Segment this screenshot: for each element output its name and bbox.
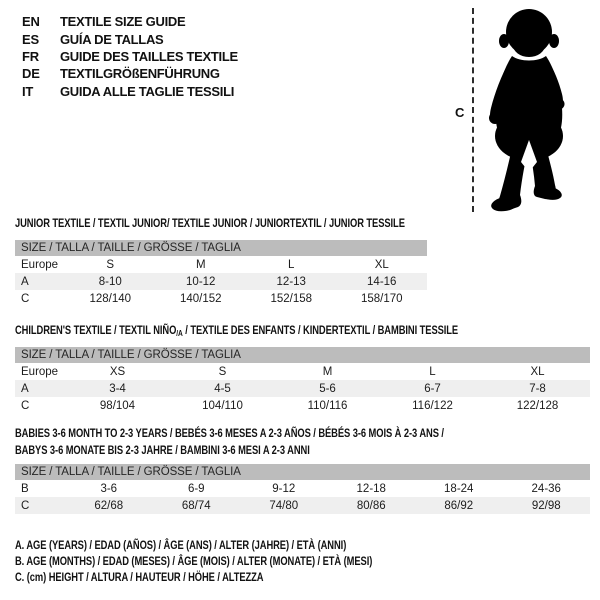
language-list <box>22 13 238 100</box>
children-size-table <box>15 347 590 414</box>
table-cell: 110/116 <box>307 399 348 412</box>
section-title-text: JUNIOR TEXTILE / TEXTIL JUNIOR/ TEXTILE JUNIOR / JUNIORTEXTIL / JUNIOR TESSILE <box>15 216 405 230</box>
language-row-es <box>22 30 238 47</box>
row-label: Europe <box>21 365 59 378</box>
table-cell: L <box>288 258 295 271</box>
language-row-en <box>22 13 238 30</box>
table-cell: 14-16 <box>337 273 428 290</box>
language-code: FR <box>22 48 39 64</box>
footnote-b: B. AGE (MONTHS) / EDAD (MESES) / ÂGE (MOIS) / ALTER (MONATE) / ETÀ (MESI) <box>15 554 373 569</box>
section-title-line1: BABIES 3-6 MONTH TO 2-3 YEARS / BEBÉS 3-6 MESES A 2-3 AÑOS / BÉBÉS 3-6 MOIS À 2-3 ANS / <box>15 426 444 440</box>
table-cell: 86/92 <box>415 497 503 514</box>
size-header-row <box>15 347 590 363</box>
babies-size-table <box>15 464 590 514</box>
language-code: EN <box>22 14 40 30</box>
table-cell: XS <box>109 365 126 378</box>
row-label: C <box>15 497 65 514</box>
children-section-title <box>15 323 583 338</box>
size-header-cell: SIZE / TALLA / TAILLE / GRÖSSE / TAGLIA <box>15 464 590 480</box>
height-measure-label: C <box>455 105 465 120</box>
height-measure-line <box>472 8 474 212</box>
table-row <box>15 397 590 414</box>
table-cell: 116/122 <box>412 399 453 412</box>
section-title-line2: BABYS 3-6 MONATE BIS 2-3 JAHRE / BAMBINI 3-6 MESI A 2-3 ANNI <box>15 442 310 457</box>
language-label: GUIDA ALLE TAGLIE TESSILI <box>60 83 235 99</box>
language-code: IT <box>22 83 34 99</box>
table-cell: 98/104 <box>99 399 136 412</box>
footnote-c: C. (cm) HEIGHT / ALTURA / HAUTEUR / HÖHE / ALTEZZA <box>15 570 264 585</box>
table-cell: M <box>322 365 333 378</box>
table-cell: 158/170 <box>360 292 403 305</box>
row-label: C <box>21 292 30 305</box>
row-label: C <box>21 399 30 412</box>
table-cell: 140/152 <box>179 292 222 305</box>
row-label: Europe <box>21 258 59 271</box>
language-label: GUIDE DES TAILLES TEXTILE <box>60 48 238 64</box>
table-row <box>15 290 427 307</box>
language-row-fr <box>22 48 238 65</box>
table-cell: 92/98 <box>503 497 591 514</box>
language-label: TEXTILGRÖßENFÜHRUNG <box>60 66 220 82</box>
table-cell: 9-12 <box>272 482 296 495</box>
table-cell: 80/86 <box>328 497 416 514</box>
row-label: A <box>15 273 65 290</box>
junior-section-title <box>15 216 515 230</box>
table-cell: 6-9 <box>187 482 205 495</box>
table-cell: L <box>429 365 436 378</box>
language-label: TEXTILE SIZE GUIDE <box>60 14 186 30</box>
title-part: CHILDREN'S TEXTILE / TEXTIL NIÑO <box>15 323 177 337</box>
table-cell: 5-6 <box>275 380 380 397</box>
table-cell: 8-10 <box>65 273 156 290</box>
table-cell: 128/140 <box>89 292 132 305</box>
size-header-row <box>15 464 590 480</box>
table-cell: 3-4 <box>65 380 170 397</box>
size-header-cell: SIZE / TALLA / TAILLE / GRÖSSE / TAGLIA <box>15 347 590 363</box>
table-cell: 12-13 <box>246 273 337 290</box>
size-header-cell: SIZE / TALLA / TAILLE / GRÖSSE / TAGLIA <box>15 240 427 256</box>
table-cell: 62/68 <box>65 497 153 514</box>
table-cell: 18-24 <box>444 482 474 495</box>
table-row <box>15 480 590 497</box>
table-cell: S <box>218 365 227 378</box>
table-cell: 7-8 <box>485 380 590 397</box>
table-cell: S <box>106 258 115 271</box>
title-subscript: /A <box>176 328 183 338</box>
language-label: GUÍA DE TALLAS <box>60 31 164 47</box>
size-header-row <box>15 240 427 256</box>
table-row <box>15 380 590 397</box>
junior-size-table <box>15 240 427 307</box>
title-part: / TEXTILE DES ENFANTS / KINDERTEXTIL / BAMBINI TESSILE <box>182 323 459 337</box>
section-title-text <box>15 323 458 338</box>
table-cell: 68/74 <box>153 497 241 514</box>
language-code: DE <box>22 66 40 82</box>
table-row <box>15 273 427 290</box>
language-row-de <box>22 65 238 82</box>
baby-silhouette-icon <box>482 4 600 214</box>
table-row <box>15 256 427 273</box>
table-cell: M <box>195 258 206 271</box>
row-label: B <box>21 482 29 495</box>
language-row-it <box>22 83 238 100</box>
table-cell: XL <box>530 365 545 378</box>
language-code: ES <box>22 31 39 47</box>
table-cell: 10-12 <box>156 273 247 290</box>
table-cell: 104/110 <box>202 399 243 412</box>
table-cell: 74/80 <box>240 497 328 514</box>
table-cell: 3-6 <box>100 482 118 495</box>
table-cell: 24-36 <box>531 482 561 495</box>
footnotes <box>15 537 473 586</box>
table-cell: 6-7 <box>380 380 485 397</box>
row-label: A <box>15 380 65 397</box>
table-cell: 12-18 <box>356 482 386 495</box>
table-cell: 4-5 <box>170 380 275 397</box>
table-cell: 122/128 <box>516 399 559 412</box>
table-cell: XL <box>374 258 389 271</box>
footnote-a: A. AGE (YEARS) / EDAD (AÑOS) / ÂGE (ANS) / ALTER (JAHRE) / ETÀ (ANNI) <box>15 538 347 552</box>
table-row <box>15 363 590 380</box>
babies-section-title <box>15 425 565 458</box>
table-cell: 152/158 <box>270 292 313 305</box>
table-row <box>15 497 590 514</box>
